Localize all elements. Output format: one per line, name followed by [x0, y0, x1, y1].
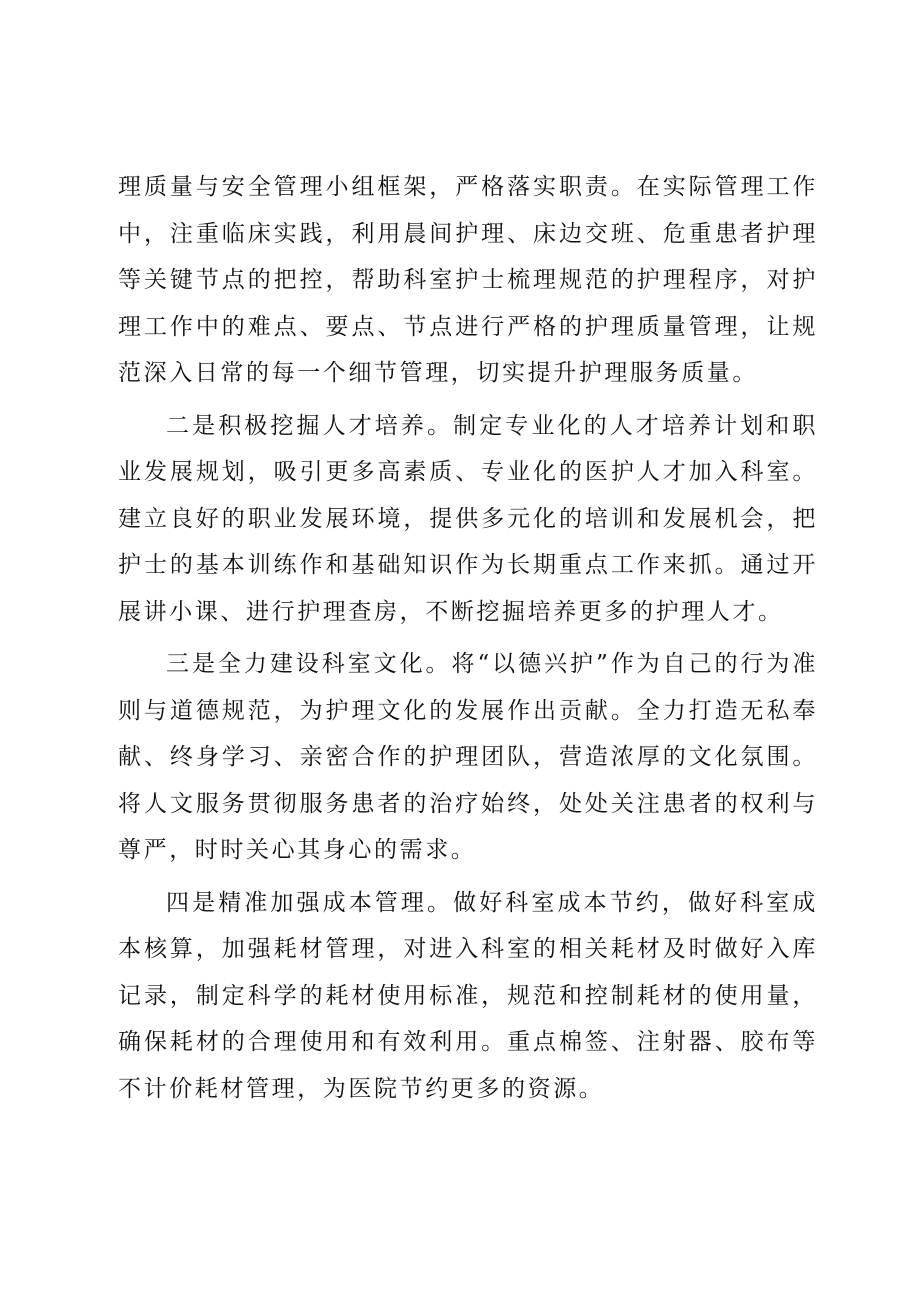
- paragraph-continuation: 理质量与安全管理小组框架，严格落实职责。在实际管理工作中，注重临床实践，利用晨间护理、床边交班、危重患者护理等关键节点的把控，帮助科室护士梳理规范的护理程序，对护理工作中的难点、要点、节点进行严格的护理质量管理，让规范深入日常的每一个细节管理，切实提升护理服务质量。: [118, 174, 818, 386]
- paragraph-department-culture: 三是全力建设科室文化。将“以德兴护”作为自己的行为准则与道德规范，为护理文化的发展作出贡献。全力打造无私奉献、终身学习、亲密合作的护理团队，营造浓厚的文化氛围。将人文服务贯彻服务患者的治疗始终，处处关注患者的权利与尊严，时时关心其身心的需求。: [118, 651, 818, 863]
- paragraph-talent-training: 二是积极挖掘人才培养。制定专业化的人才培养计划和职业发展规划，吸引更多高素质、专业化的医护人才加入科室。建立良好的职业发展环境，提供多元化的培训和发展机会，把护士的基本训练作和基础知识作为长期重点工作来抓。通过开展讲小课、进行护理查房，不断挖掘培养更多的护理人才。: [118, 412, 818, 625]
- document-body: [118, 164, 818, 1118]
- paragraph-cost-management: 四是精准加强成本管理。做好科室成本节约，做好科室成本核算，加强耗材管理，对进入科室的相关耗材及时做好入库记录，制定科学的耗材使用标准，规范和控制耗材的使用量，确保耗材的合理使用和有效利用。重点棉签、注射器、胶布等不计价耗材管理，为医院节约更多的资源。: [118, 889, 818, 1102]
